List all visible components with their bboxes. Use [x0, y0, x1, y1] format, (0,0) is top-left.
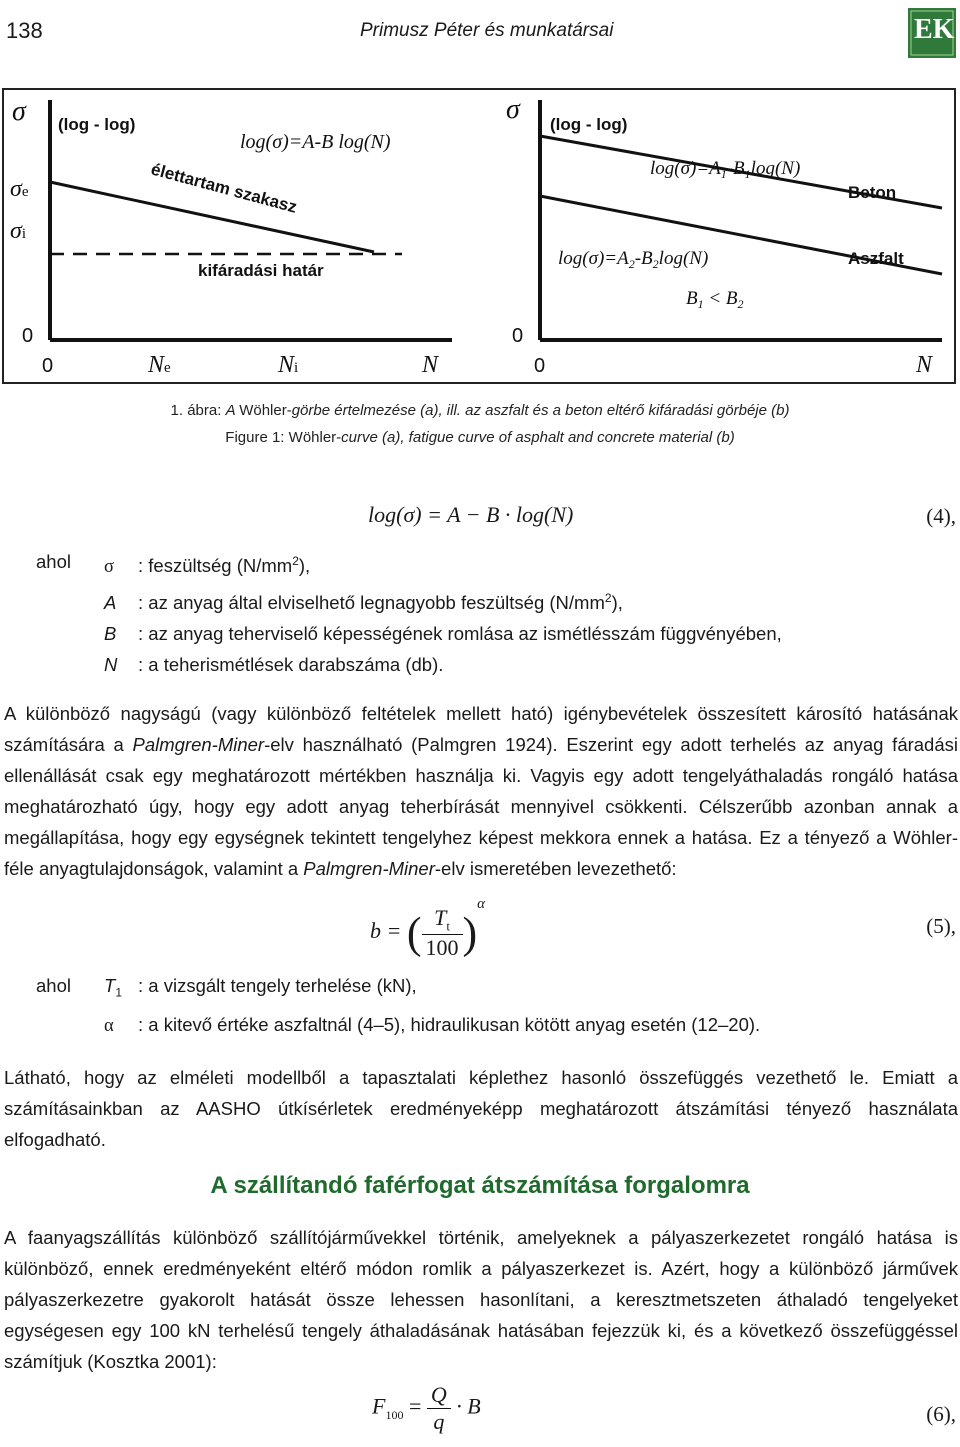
- compare-sub1: 1: [697, 297, 704, 311]
- left-origin-x: 0: [42, 355, 54, 377]
- equation-4-number: (4),: [926, 504, 956, 528]
- sigma-i-label: σ: [10, 218, 22, 244]
- figure-caption-en: Figure 1: Wöhler-curve (a), fatigue curve of asphalt and concrete material (b): [225, 429, 735, 446]
- left-scale-label: (log - log): [58, 115, 136, 134]
- defs-list-1: [104, 546, 782, 680]
- n-i-label: N: [278, 352, 295, 378]
- def-item: α : a kitevő értéke aszfaltnál (4–5), hidraulikusan kötött anyag esetén (12–20).: [104, 1013, 761, 1036]
- def-item: A : az anyag által elviselhető legnagyobb feszültség $(N/mm^2)$,: [104, 591, 623, 614]
- defs-list-2: [104, 970, 760, 1042]
- paragraph-palmgren: A különböző nagyságú (vagy különböző feltételek mellett ható) igénybevételek összesített károsító hatásának számítására a Palmgren-Miner-elv használható (Palmgren 1924). Eszerint egy adott terhelés az anyag fáradási ellenállását csak egy meghatározott mértékben használja ki. Vagyis egy adott tengelyáthaladás rongáló hatása meghatározható úgy, hogy egy adott anyag teherbírását mennyivel csökkenti. Célszerűbb azonban annak a megállapítása, hogy egy egységnek tekintett tengelyhez képest mekkora ennek a hatása. Ez a tényező a Wöhler-féle anyagtulajdonságok, valamint a Palmgren-Miner-elv ismeretében levezethető:: [4, 703, 958, 879]
- sigma-i-sub: i: [21, 226, 27, 242]
- figure-caption-hu: 1. ábra: A Wöhler-görbe értelmezése (a), ill. az aszfalt és a beton eltérő kifáradási görbéje (b): [170, 402, 790, 419]
- sigma-e-sub: e: [21, 184, 29, 200]
- logo-letters: EK: [914, 14, 955, 45]
- n-e-label: N: [148, 352, 165, 378]
- right-origin-x: 0: [534, 355, 546, 377]
- paragraph-transport: A faanyagszállítás különböző szállítójárművekkel történik, amelyeknek a pályaszerkezetet rongáló hatása is különböző, ennek eredményeként eltérő módon romlik a pályaszerkezet is. Azért, hogy a különböző járművek pályaszerkezetre gyakorolt hatását össze lehessen hasonlítani, a keresztmetszeten áthaladó tengelyeket egységesen egy 100 kN terhelésű tengely áthaladásának hatásában fejezzük ki, és a következő összefüggéssel számítjuk (Kosztka 2001):: [4, 1227, 958, 1372]
- right-scale-label: (log - log): [550, 115, 628, 134]
- wohler-figure: [2, 88, 956, 384]
- paragraph-aasho: Látható, hogy az elméleti modellből a tapasztalati képlethez hasonló összefüggés vezethető le. Emiatt a számításainkban az AASHO útkísérletek eredményeképp meghatározott átszámítási tényező használata elfogadható.: [4, 1067, 958, 1150]
- compare-sub2: 2: [737, 297, 744, 311]
- svg-text:Ni: [277, 352, 298, 378]
- equation-4: log(σ) = A − B · log(N): [368, 502, 574, 527]
- defs-lead-1: ahol: [36, 551, 71, 572]
- def-item: $T_1$ : a vizsgált tengely terhelése (kN),: [104, 975, 417, 1000]
- formula-1-sub-b: 1: [744, 167, 751, 181]
- left-origin-y: 0: [22, 325, 34, 347]
- svg-text:log(σ)=A2-B2log(N): [558, 248, 708, 271]
- equation-5: b = ( $\frac{T_t}{100}$ )$^\alpha$: [370, 896, 486, 961]
- svg-text:log(σ)=A1-B1log(N): [650, 158, 800, 181]
- formula-1-sub-a: 1: [720, 167, 727, 181]
- formula-1-a: log(σ)=A: [650, 158, 721, 179]
- formula-2-sub-b: 2: [652, 257, 659, 271]
- equation-6: $F_{100}$ = $\frac{Q}{q}$ · B: [372, 1382, 481, 1434]
- equation-5-number: (5),: [926, 914, 956, 938]
- svg-text:Ne: [147, 352, 171, 378]
- page-number: 138: [6, 18, 43, 43]
- formula-2-a: log(σ)=A: [558, 248, 629, 269]
- n-e-sub: e: [164, 360, 171, 376]
- equation-6-number: (6),: [926, 1402, 956, 1426]
- formula-1-c: log(N): [750, 158, 801, 179]
- formula-1-b: -B: [726, 158, 745, 179]
- svg-text:B1 < B2: [686, 288, 744, 311]
- def-item: B : az anyag teherviselő képességének romlása az ismétlésszám függvényében,: [104, 623, 782, 645]
- aszfalt-label: Aszfalt: [848, 249, 904, 268]
- journal-logo: [908, 8, 956, 58]
- def-item: σ : feszültség $(N/mm^2)$,: [104, 554, 311, 578]
- formula-2-sub-a: 2: [628, 257, 635, 271]
- left-n-axis: N: [422, 352, 439, 378]
- right-y-label: σ: [506, 94, 520, 125]
- compare-lt: < B: [703, 288, 738, 309]
- left-segment-label: élettartam szakasz: [148, 159, 300, 217]
- n-i-sub: i: [294, 360, 299, 376]
- right-n-axis: N: [916, 352, 933, 378]
- formula-2-c: log(N): [658, 248, 709, 269]
- running-title: Primusz Péter és munkatársai: [360, 20, 614, 41]
- beton-label: Beton: [848, 183, 897, 202]
- left-y-label: σ: [12, 96, 26, 127]
- formula-2-b: -B: [634, 248, 653, 269]
- right-origin-y: 0: [512, 325, 524, 347]
- left-formula: log(σ)=A-B log(N): [240, 131, 391, 153]
- def-item: N : a teherismétlések darabszáma (db).: [104, 654, 444, 676]
- section-title: A szállítandó faférfogat átszámítása forgalomra: [210, 1172, 750, 1199]
- svg-text:σi: [10, 218, 26, 244]
- defs-lead-2: ahol: [36, 975, 71, 996]
- left-limit-label: kifáradási határ: [198, 261, 324, 280]
- compare-b1: B: [686, 288, 698, 309]
- svg-text:σe: [10, 176, 29, 202]
- sigma-e-label: σ: [10, 176, 22, 202]
